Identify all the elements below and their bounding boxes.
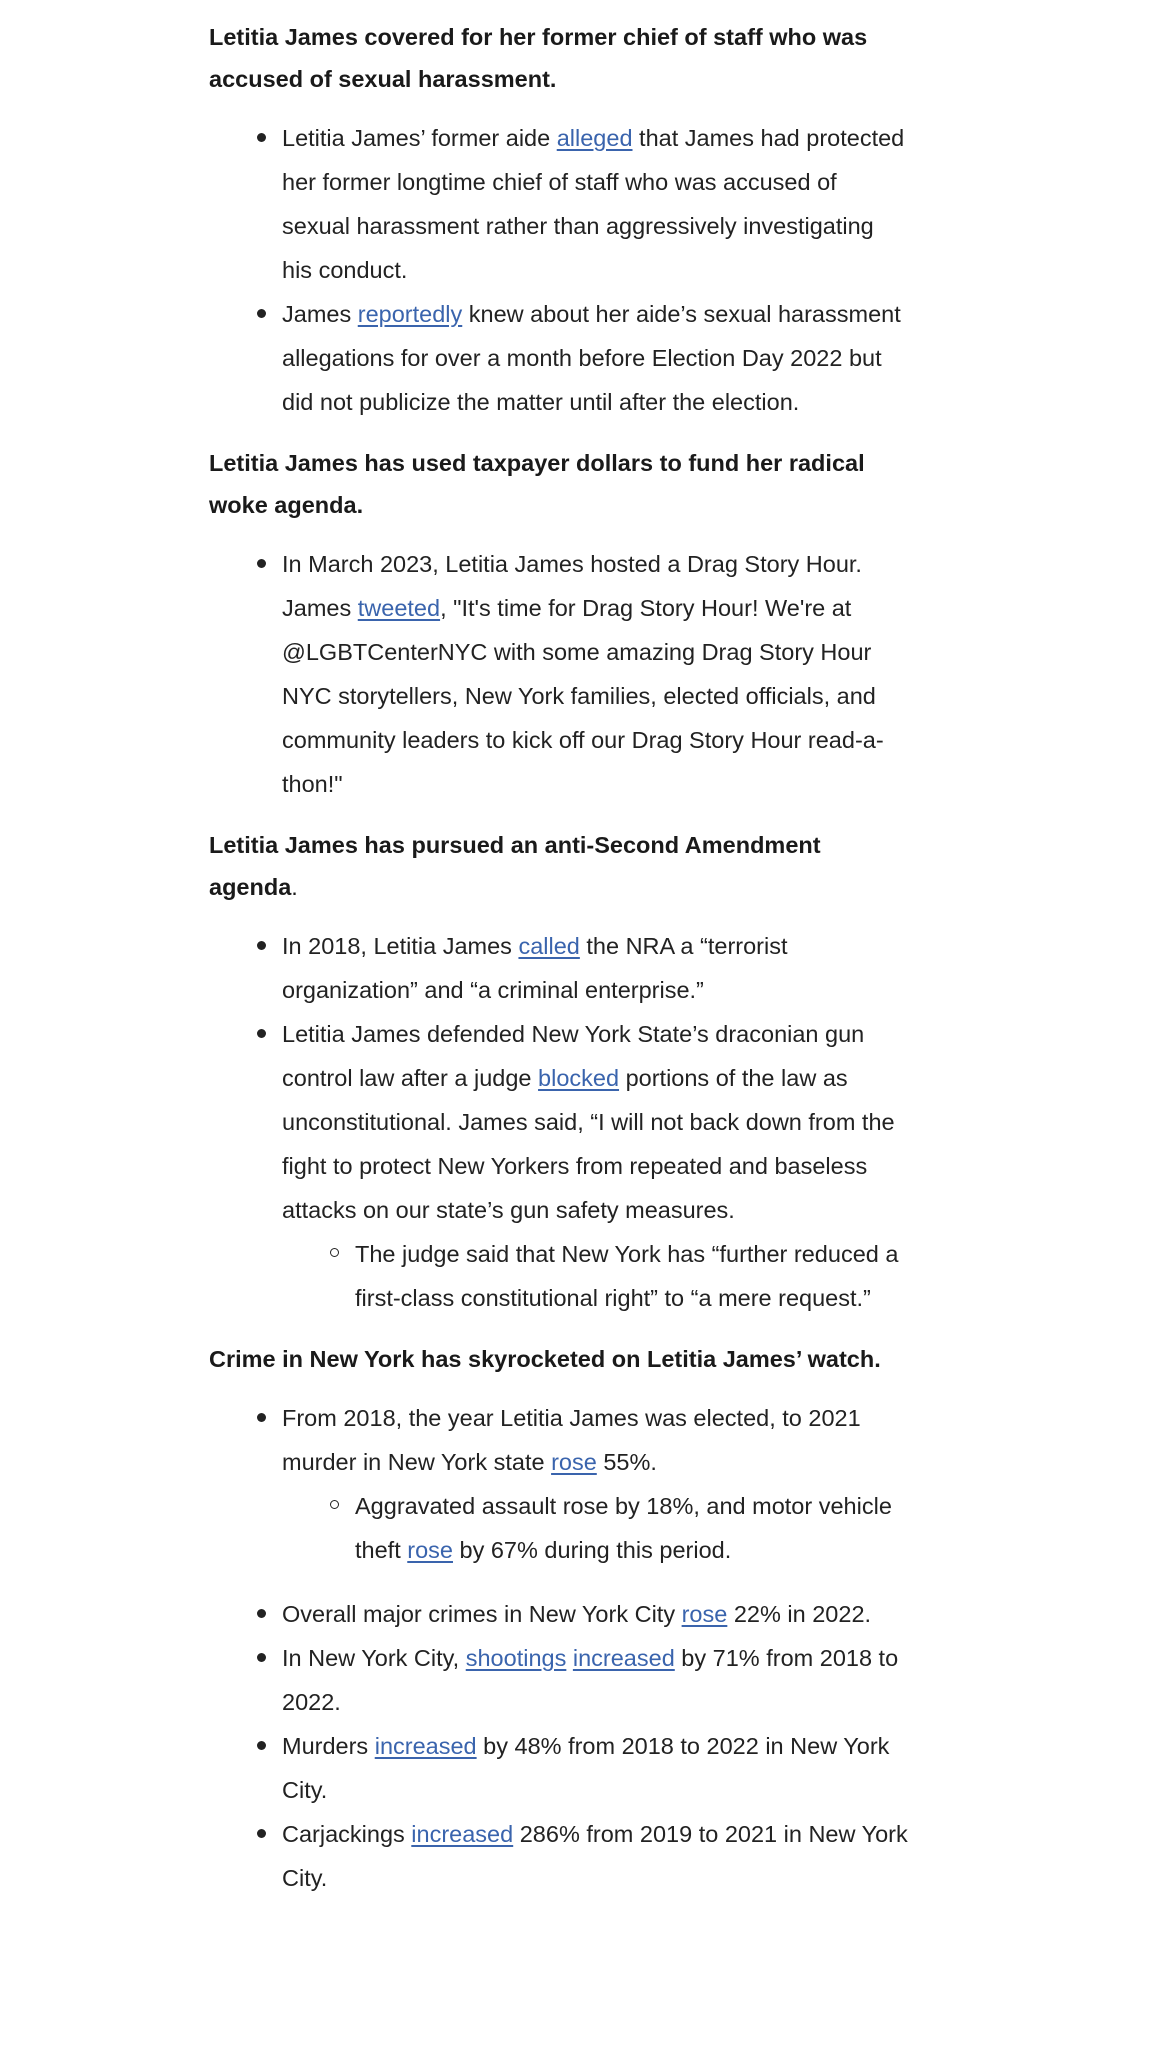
list-item: In March 2023, Letitia James hosted a Drag Story Hour. James tweeted, "It's time for Drag Story Hour! We're at @LGBTCenterNYC with some amazing Drag Story Hour NYC storytellers, New York families, elected officials, and community leaders to kick off our Drag Story Hour read-a-thon!" bbox=[209, 542, 909, 806]
link-called[interactable]: called bbox=[518, 933, 580, 959]
link-shootings[interactable]: shootings bbox=[465, 1645, 567, 1671]
link-rose[interactable]: rose bbox=[681, 1601, 728, 1627]
sub-list-item: The judge said that New York has “further reduced a first-class constitutional right” to “a mere request.” bbox=[282, 1232, 909, 1320]
link-tweeted[interactable]: tweeted bbox=[357, 595, 441, 621]
section-heading-chief-of-staff: Letitia James covered for her former chief of staff who was accused of sexual harassment. bbox=[209, 24, 868, 92]
bullet-list bbox=[209, 542, 909, 806]
list-item: From 2018, the year Letitia James was elected, to 2021 murder in New York state rose 55%. Aggravated assault rose by 18%, and motor vehicle theft rose by 67% during this period. bbox=[209, 1396, 909, 1592]
list-item: In 2018, Letitia James called the NRA a “terrorist organization” and “a criminal enterprise.” bbox=[209, 924, 909, 1012]
sub-list-item: Aggravated assault rose by 18%, and motor vehicle theft rose by 67% during this period. bbox=[282, 1484, 909, 1572]
sub-bullet-list bbox=[282, 1484, 909, 1572]
bullet-list bbox=[209, 924, 909, 1320]
link-blocked[interactable]: blocked bbox=[538, 1065, 620, 1091]
sub-bullet-list bbox=[282, 1232, 909, 1320]
document-body bbox=[209, 16, 909, 1900]
link-rose[interactable]: rose bbox=[551, 1449, 597, 1475]
bullet-list bbox=[209, 1396, 909, 1900]
list-item: Carjackings increased 286% from 2019 to 2021 in New York City. bbox=[209, 1812, 909, 1900]
list-item: Letitia James’ former aide alleged that James had protected her former longtime chief of staff who was accused of sexual harassment rather than aggressively investigating his conduct. bbox=[209, 116, 909, 292]
link-increased[interactable]: increased bbox=[411, 1821, 514, 1847]
section-heading-second-amendment: Letitia James has pursued an anti-Second Amendment agenda. bbox=[209, 832, 821, 900]
link-rose[interactable]: rose bbox=[407, 1537, 453, 1563]
bullet-list bbox=[209, 116, 909, 424]
section-heading-woke-agenda: Letitia James has used taxpayer dollars to fund her radical woke agenda. bbox=[209, 450, 865, 518]
link-alleged[interactable]: alleged bbox=[556, 125, 633, 151]
link-increased[interactable]: increased bbox=[374, 1733, 477, 1759]
list-item: Overall major crimes in New York City rose 22% in 2022. bbox=[209, 1592, 909, 1636]
link-increased[interactable]: increased bbox=[572, 1645, 675, 1671]
list-item: In New York City, shootings increased by 71% from 2018 to 2022. bbox=[209, 1636, 909, 1724]
list-item: Murders increased by 48% from 2018 to 2022 in New York City. bbox=[209, 1724, 909, 1812]
list-item: James reportedly knew about her aide’s sexual harassment allegations for over a month before Election Day 2022 but did not publicize the matter until after the election. bbox=[209, 292, 909, 424]
link-reportedly[interactable]: reportedly bbox=[357, 301, 463, 327]
section-heading-crime: Crime in New York has skyrocketed on Letitia James’ watch. bbox=[209, 1346, 881, 1372]
list-item: Letitia James defended New York State’s draconian gun control law after a judge blocked portions of the law as unconstitutional. James said, “I will not back down from the fight to protect New Yorkers from repeated and baseless attacks on our state’s gun safety measures. The judge said that New York has “further reduced a first-class constitutional right” to “a mere request.” bbox=[209, 1012, 909, 1320]
